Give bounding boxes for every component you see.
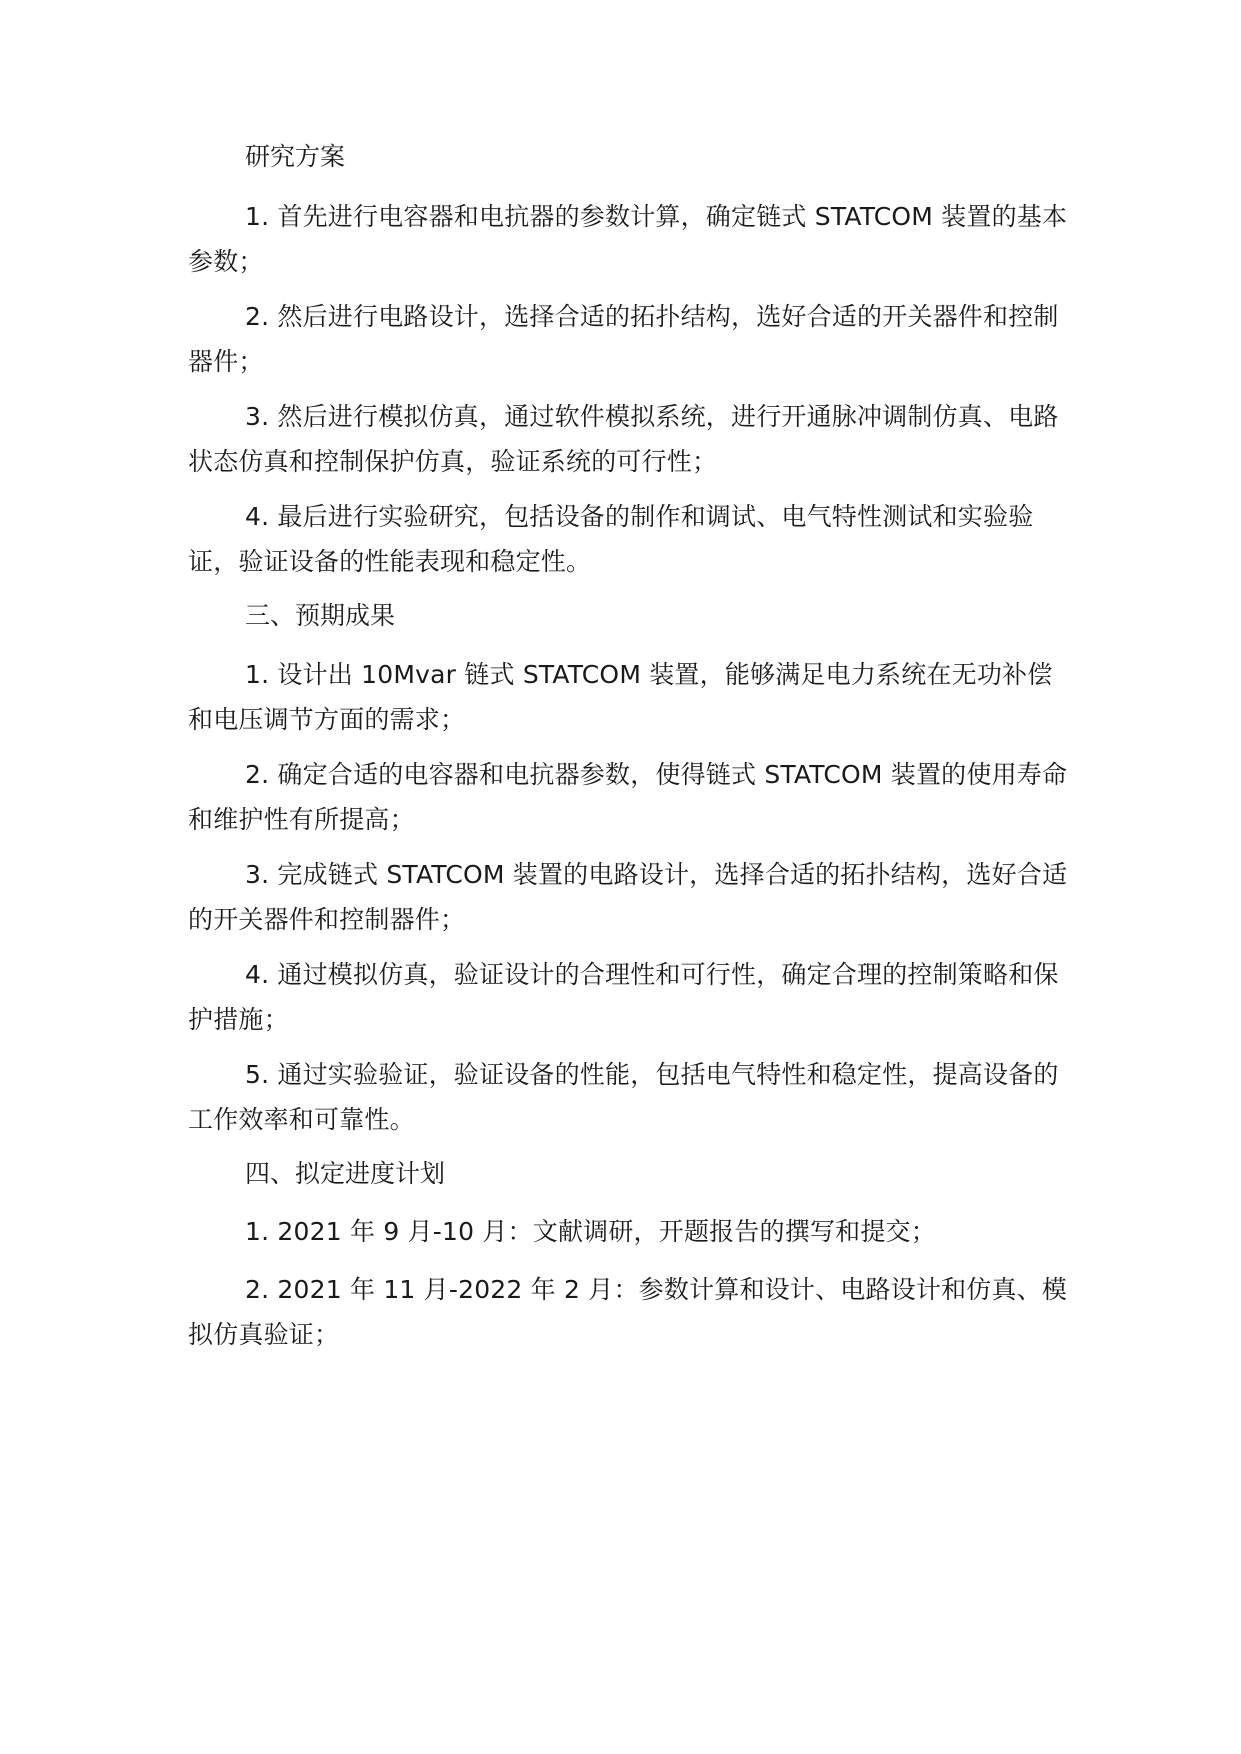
paragraph: 1. 设计出 10Mvar 链式 STATCOM 装置，能够满足电力系统在无功补偿和电压调节方面的需求； bbox=[188, 660, 1053, 734]
paragraph: 1. 首先进行电容器和电抗器的参数计算，确定链式 STATCOM 装置的基本参数； bbox=[188, 202, 1068, 276]
paragraph: 3. 然后进行模拟仿真，通过软件模拟系统，进行开通脉冲调制仿真、电路状态仿真和控制保护仿真，验证系统的可行性； bbox=[188, 402, 1059, 476]
list-item bbox=[188, 1268, 1068, 1357]
list-item bbox=[188, 753, 1068, 842]
paragraph: 4. 最后进行实验研究，包括设备的制作和调试、电气特性测试和实验验证，验证设备的性能表现和稳定性。 bbox=[188, 502, 1034, 576]
paragraph: 2. 2021 年 11 月-2022 年 2 月：参数计算和设计、电路设计和仿真、模拟仿真验证； bbox=[188, 1275, 1068, 1349]
paragraph: 5. 通过实验验证，验证设备的性能，包括电气特性和稳定性，提高设备的工作效率和可靠性。 bbox=[188, 1060, 1059, 1134]
section-research-plan bbox=[188, 135, 1068, 180]
list-item bbox=[188, 195, 1068, 284]
list-item bbox=[188, 853, 1068, 942]
section-schedule bbox=[188, 1152, 1068, 1197]
list-item bbox=[188, 1210, 1068, 1255]
paragraph: 2. 然后进行电路设计，选择合适的拓扑结构，选好合适的开关器件和控制器件； bbox=[188, 302, 1059, 376]
list-item bbox=[188, 495, 1068, 584]
section-heading: 四、拟定进度计划 bbox=[245, 1159, 446, 1188]
paragraph: 4. 通过模拟仿真，验证设计的合理性和可行性，确定合理的控制策略和保护措施； bbox=[188, 960, 1059, 1034]
list-item bbox=[188, 1053, 1068, 1142]
section-heading: 研究方案 bbox=[245, 142, 346, 171]
section-heading: 三、预期成果 bbox=[245, 601, 396, 630]
list-item bbox=[188, 953, 1068, 1042]
paragraph: 2. 确定合适的电容器和电抗器参数，使得链式 STATCOM 装置的使用寿命和维护性有所提高； bbox=[188, 760, 1068, 834]
list-item bbox=[188, 295, 1068, 384]
list-item bbox=[188, 653, 1068, 742]
list-item bbox=[188, 395, 1068, 484]
section-expected-results bbox=[188, 594, 1068, 639]
paragraph: 1. 2021 年 9 月-10 月：文献调研，开题报告的撰写和提交； bbox=[245, 1217, 936, 1246]
paragraph: 3. 完成链式 STATCOM 装置的电路设计，选择合适的拓扑结构，选好合适的开关器件和控制器件； bbox=[188, 860, 1068, 934]
